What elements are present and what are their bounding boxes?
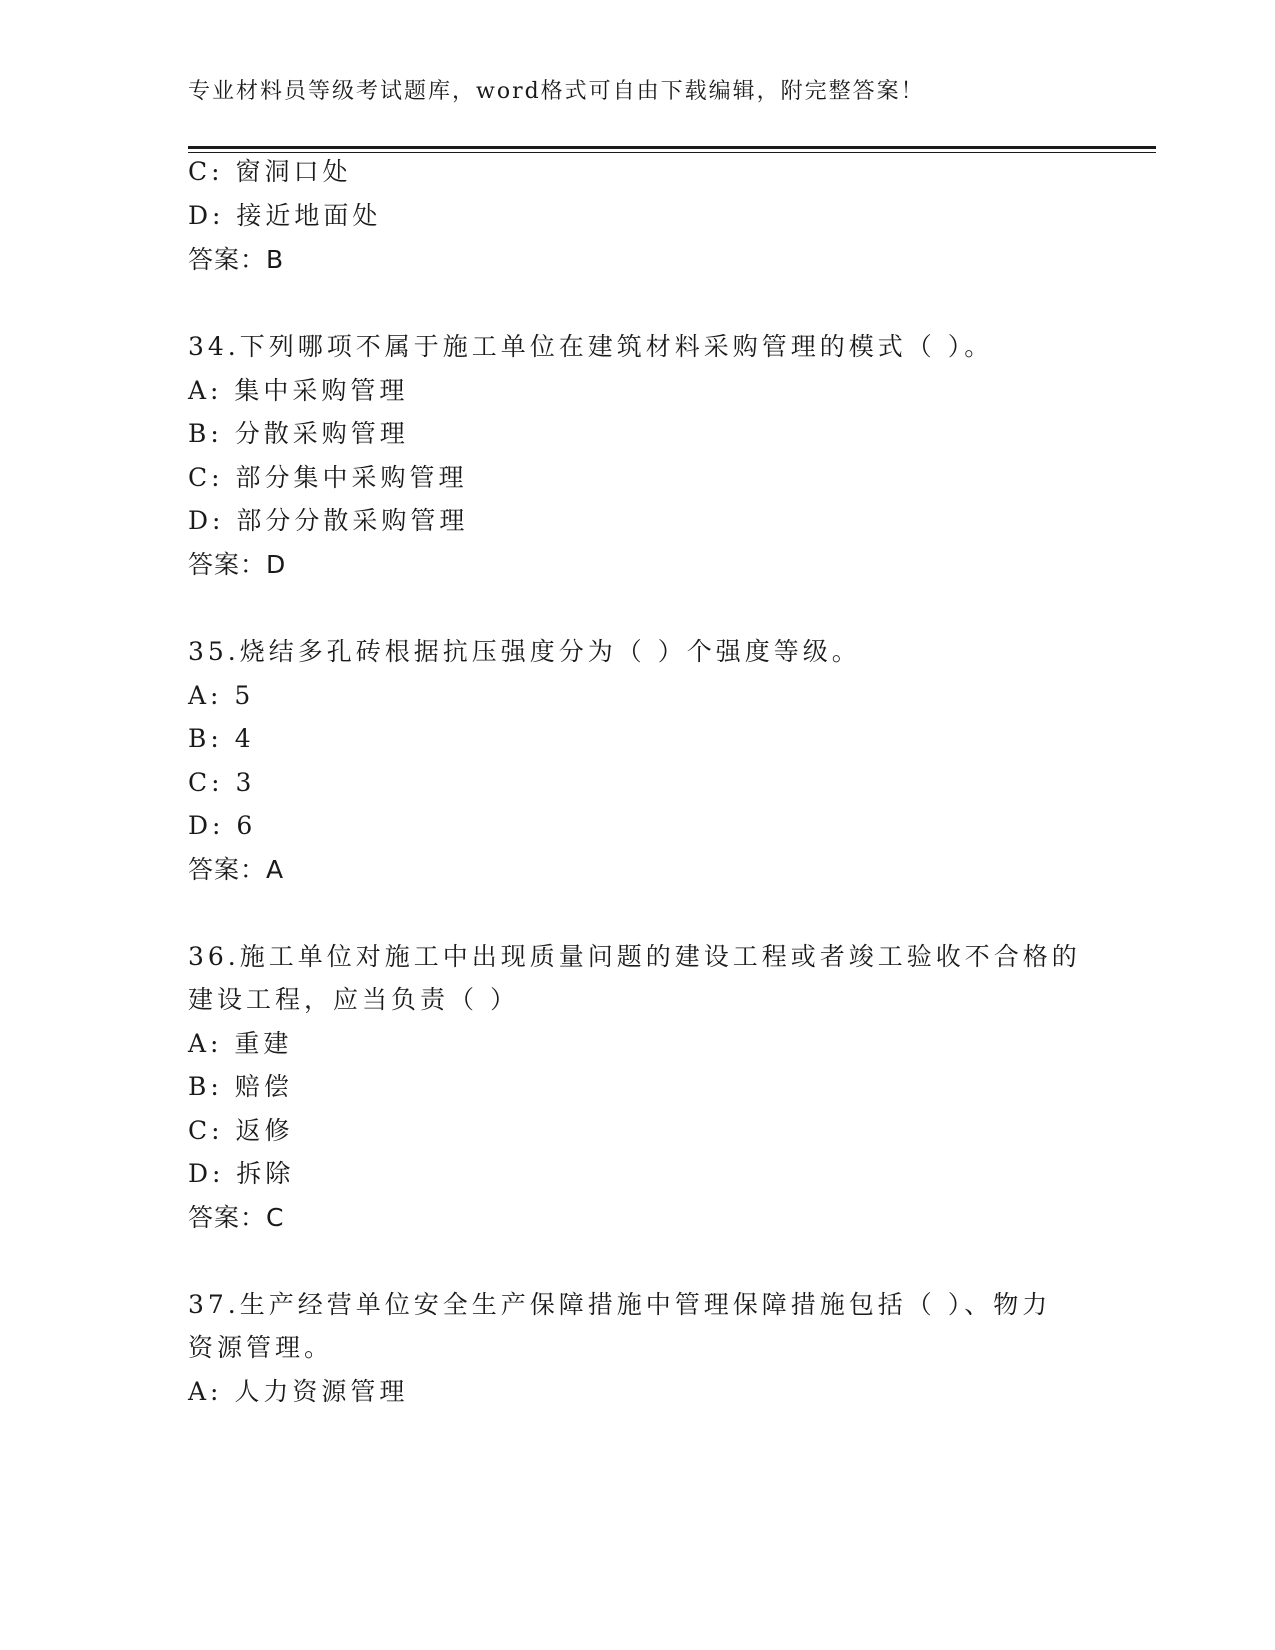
q36-option-a: A: 重建 — [188, 1029, 293, 1058]
q34-question: 34.下列哪项不属于施工单位在建筑材料采购管理的模式（ ）。 — [188, 332, 994, 361]
q36-answer: 答案：C — [188, 1203, 285, 1232]
q36-option-d: D: 拆除 — [188, 1159, 295, 1188]
q35-option-a: A: 5 — [188, 681, 255, 710]
header-rule-thin — [188, 152, 1156, 153]
q36-question-line1: 36.施工单位对施工中出现质量问题的建设工程或者竣工验收不合格的 — [188, 942, 1081, 971]
q33-option-c: C: 窗洞口处 — [188, 157, 352, 186]
q34-answer: 答案：D — [188, 550, 287, 579]
q35-answer: 答案：A — [188, 855, 285, 884]
q34-option-a: A: 集中采购管理 — [188, 376, 409, 405]
q33-answer: 答案：B — [188, 245, 285, 274]
q37-question-line2: 资源管理。 — [188, 1333, 334, 1362]
page-header: 专业材料员等级考试题库，word格式可自由下载编辑，附完整答案！ — [188, 79, 925, 104]
q35-option-c: C: 3 — [188, 768, 256, 797]
header-rule-thick — [188, 146, 1156, 149]
q34-option-c: C: 部分集中采购管理 — [188, 463, 468, 492]
q35-option-b: B: 4 — [188, 724, 255, 753]
q35-option-d: D: 6 — [188, 811, 257, 840]
q36-option-c: C: 返修 — [188, 1116, 294, 1145]
q34-option-b: B: 分散采购管理 — [188, 419, 409, 448]
q36-option-b: B: 赔偿 — [188, 1072, 293, 1101]
q35-question: 35.烧结多孔砖根据抗压强度分为（ ）个强度等级。 — [188, 637, 861, 666]
q37-option-a: A: 人力资源管理 — [188, 1377, 409, 1406]
q37-question-line1: 37.生产经营单位安全生产保障措施中管理保障措施包括（ ）、物力 — [188, 1290, 1052, 1319]
q36-question-line2: 建设工程，应当负责（ ） — [188, 985, 519, 1014]
q34-option-d: D: 部分分散采购管理 — [188, 506, 469, 535]
q33-option-d: D: 接近地面处 — [188, 201, 382, 230]
